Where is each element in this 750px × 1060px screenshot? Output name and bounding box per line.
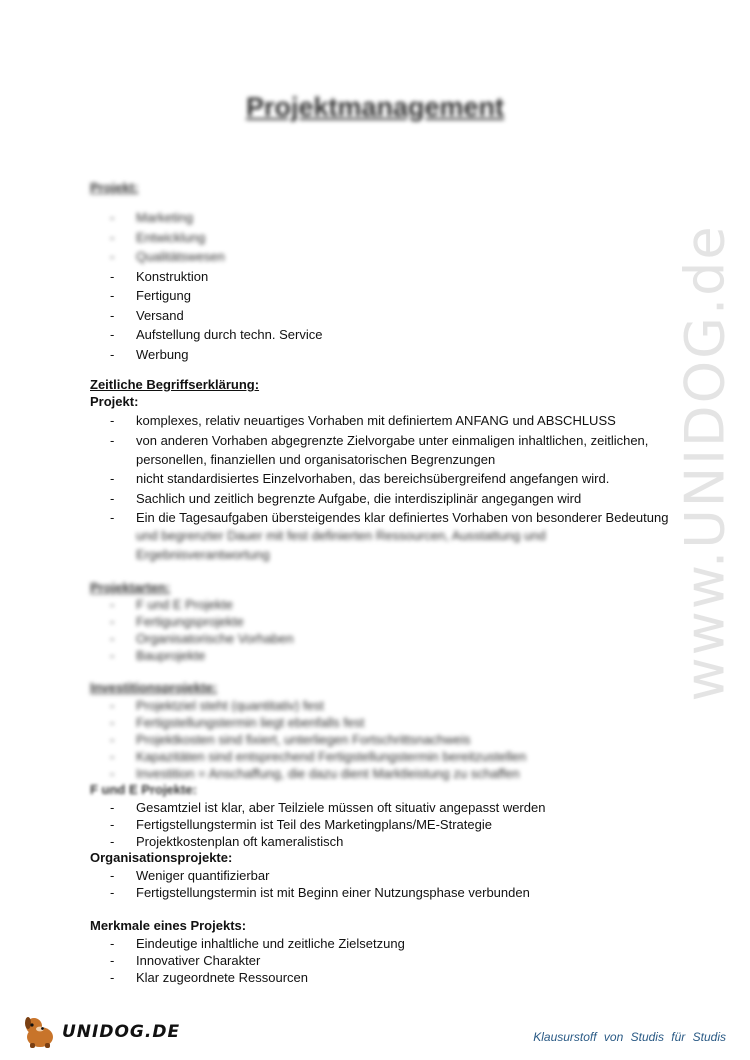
projektarten-list (108, 596, 294, 664)
list-item: - Kapazitäten sind entsprechend Fertigstellungstermin bereitzustellen (108, 748, 526, 765)
list-item: - Fertigungsprojekte (108, 613, 294, 630)
list-item-continuation: Ergebnisverantwortung (136, 547, 270, 562)
list-item: - Projektziel steht (quantitativ) fest (108, 697, 526, 714)
list-item-continuation: personellen, finanziellen und organisatorischen Begrenzungen (136, 452, 496, 467)
zeitliche-heading: Zeitliche Begriffserklärung: (90, 377, 260, 392)
fue-heading: F und E Projekte: (90, 782, 197, 797)
zeitliche-list-2 (108, 469, 668, 528)
list-item: - Gesamtziel ist klar, aber Teilziele müssen oft situativ angepasst werden (108, 799, 545, 816)
list-item: - nicht standardisiertes Einzelvorhaben, das bereichsübergreifend angefangen wird. (108, 469, 668, 489)
list-item: - komplexes, relativ neuartiges Vorhaben mit definiertem ANFANG und ABSCHLUSS (108, 411, 648, 431)
list-item: - Bauprojekte (108, 647, 294, 664)
organisation-heading: Organisationsprojekte: (90, 850, 233, 865)
list-item: - Versand (108, 306, 322, 326)
list-item: - Innovativer Charakter (108, 952, 405, 969)
list-item: - Ein die Tagesaufgaben übersteigendes klar definiertes Vorhaben von besonderer Bedeutung (108, 508, 668, 528)
list-item: - Investition = Anschaffung, die dazu dient Marktleistung zu schaffen (108, 765, 526, 782)
list-item: - Fertigung (108, 286, 322, 306)
merkmale-list (108, 935, 405, 986)
fue-list (108, 799, 545, 850)
list-item: - Projektkosten sind fixiert, unterliegen Fortschrittsnachweis (108, 731, 526, 748)
page-title: Projektmanagement (245, 92, 505, 122)
list-item: - Qualitätswesen (108, 247, 322, 267)
list-item: - Fertigstellungstermin ist mit Beginn einer Nutzungsphase verbunden (108, 884, 530, 901)
list-item: - Werbung (108, 345, 322, 365)
list-item: - Projektkostenplan oft kameralistisch (108, 833, 545, 850)
zeitliche-subheading: Projekt: (90, 394, 139, 409)
unidog-logo (20, 1012, 181, 1052)
investitions-list (108, 697, 526, 782)
list-item: - Sachlich und zeitlich begrenzte Aufgabe, die interdisziplinär angegangen wird (108, 489, 668, 509)
merkmale-heading: Merkmale eines Projekts: (90, 918, 247, 933)
list-item: - Entwicklung (108, 228, 322, 248)
list-item: - von anderen Vorhaben abgegrenzte Zielvorgabe unter einmaligen inhaltlichen, zeitlichen, (108, 431, 648, 451)
list-item-continuation: und begrenzter Dauer mit fest definierten Ressourcen, Ausstattung und (136, 528, 546, 543)
list-item: - Konstruktion (108, 267, 322, 287)
watermark-text: www.UNIDOG.de (673, 224, 737, 702)
footer-tagline: Klausurstoff von Studis für Studis (533, 1030, 726, 1044)
projektarten-heading: Projektarten: (90, 580, 171, 595)
list-item: - F und E Projekte (108, 596, 294, 613)
list-item: - Weniger quantifizierbar (108, 867, 530, 884)
investitions-heading: Investitionsprojekte: (90, 680, 218, 695)
list-item: - Eindeutige inhaltliche und zeitliche Zielsetzung (108, 935, 405, 952)
projekt-list (108, 208, 322, 364)
list-item: - Fertigstellungstermin ist Teil des Marketingplans/ME-Strategie (108, 816, 545, 833)
list-item: - Klar zugeordnete Ressourcen (108, 969, 405, 986)
projekt-heading: Projekt: (90, 180, 139, 195)
list-item: - Marketing (108, 208, 322, 228)
list-item: - Fertigstellungstermin liegt ebenfalls fest (108, 714, 526, 731)
list-item: - Organisatorische Vorhaben (108, 630, 294, 647)
organisation-list (108, 867, 530, 901)
dog-icon (20, 1015, 60, 1049)
logo-text: UNIDOG.DE (62, 1022, 181, 1042)
list-item: - Aufstellung durch techn. Service (108, 325, 322, 345)
zeitliche-list (108, 411, 648, 450)
